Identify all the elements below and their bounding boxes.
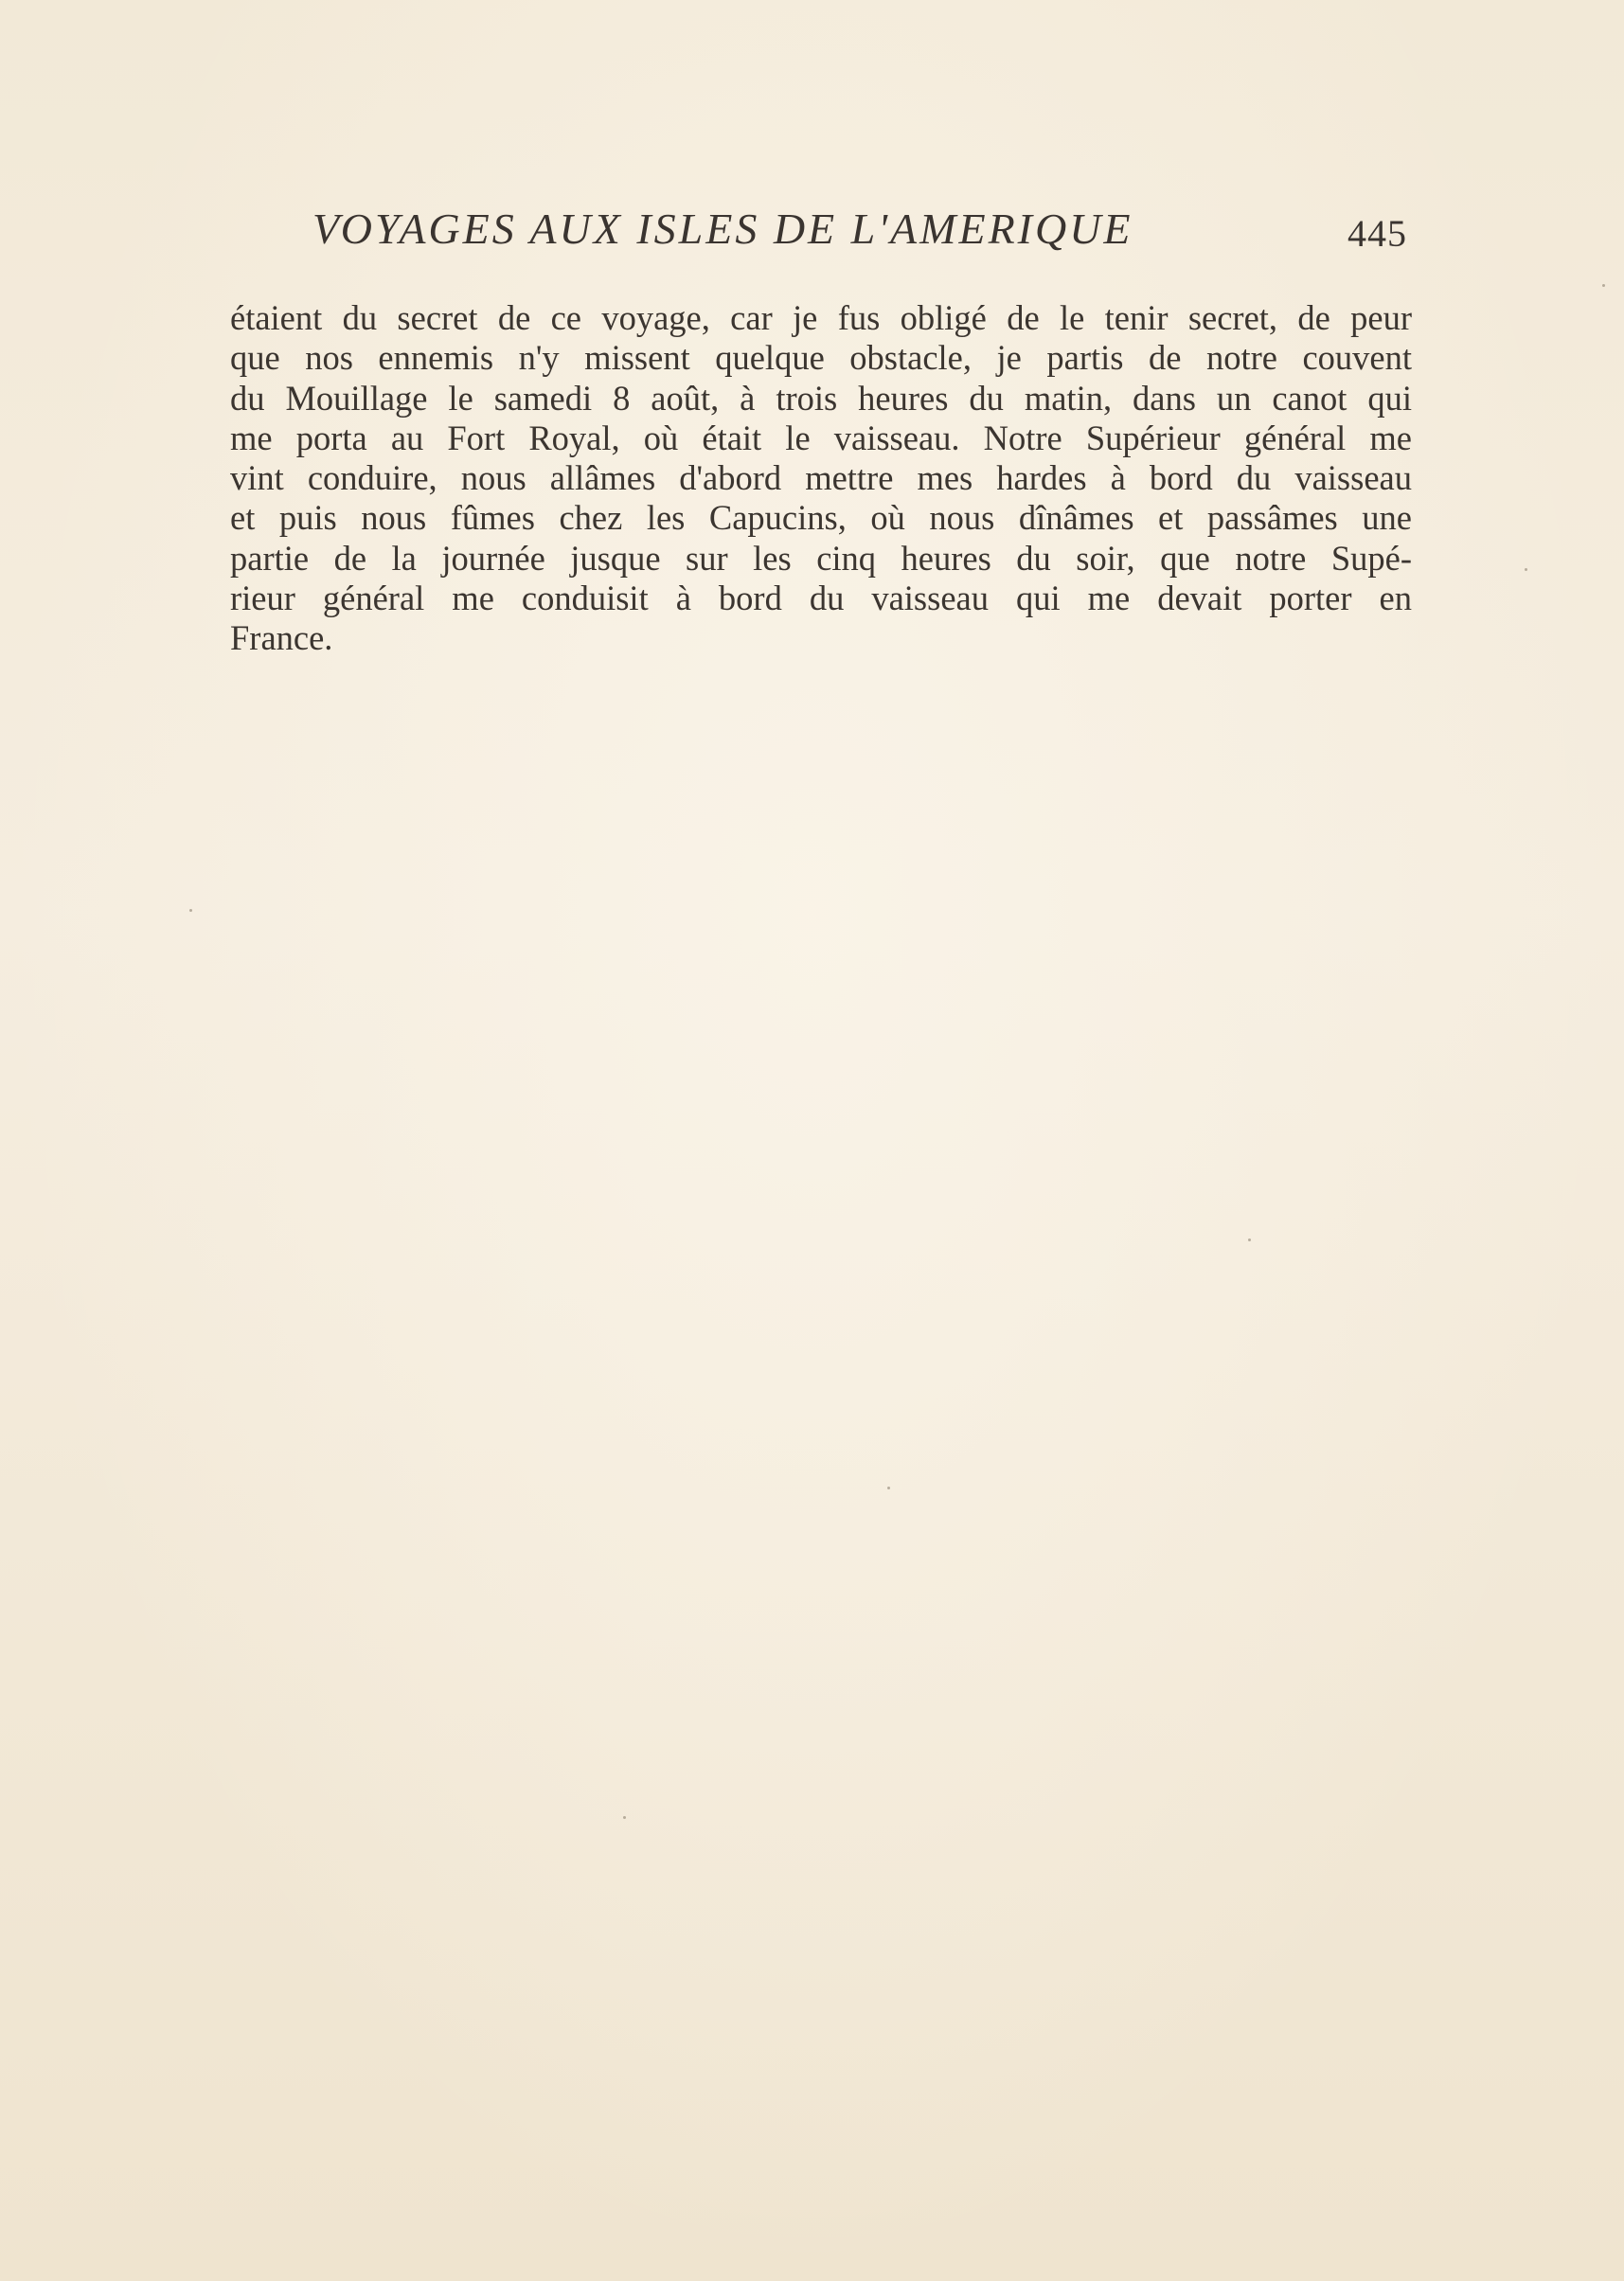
text-line: et puis nous fûmes chez les Capucins, où nous dînâmes et passâmes une xyxy=(230,498,1412,538)
body-paragraph xyxy=(230,298,1412,659)
text-line: vint conduire, nous allâmes d'abord mettre mes hardes à bord du vaisseau xyxy=(230,458,1412,498)
paper-speck xyxy=(887,1487,890,1489)
running-head-title: VOYAGES AUX ISLES DE L'AMERIQUE xyxy=(312,205,1133,253)
paper-speck xyxy=(1602,284,1605,287)
paper-speck xyxy=(1525,568,1527,571)
text-line: rieur général me conduisit à bord du vaisseau qui me devait porter en xyxy=(230,579,1412,618)
text-line: du Mouillage le samedi 8 août, à trois heures du matin, dans un canot qui xyxy=(230,378,1412,418)
text-line: France. xyxy=(230,618,333,658)
paper-speck xyxy=(623,1816,626,1819)
paper-speck xyxy=(189,909,192,912)
running-head xyxy=(312,204,1411,260)
text-line: me porta au Fort Royal, où était le vaisseau. Notre Supérieur général me xyxy=(230,418,1412,457)
text-line: que nos ennemis n'y missent quelque obstacle, je partis de notre couvent xyxy=(230,338,1412,378)
page-number: 445 xyxy=(1347,212,1407,255)
paper-speck xyxy=(1248,1239,1251,1241)
text-line: étaient du secret de ce voyage, car je fus obligé de le tenir secret, de peur xyxy=(230,298,1412,337)
text-line: partie de la journée jusque sur les cinq heures du soir, que notre Supé- xyxy=(230,538,1412,578)
